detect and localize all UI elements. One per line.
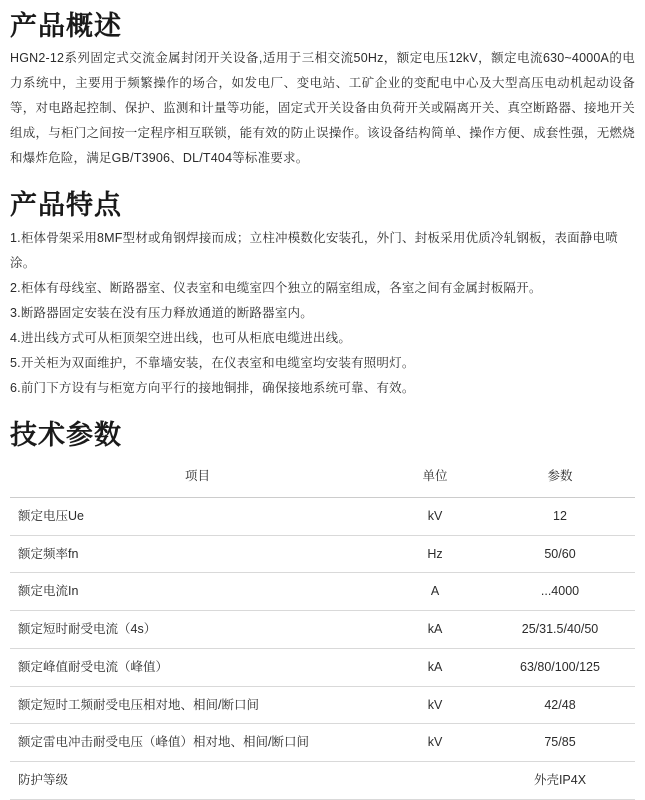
overview-paragraph: HGN2-12系列固定式交流金属封闭开关设备,适用于三相交流50Hz，额定电压12kV，额定电流630~4000A的电力系统中，主要用于频繁操作的场合，如发电厂、变电站、工矿企业的变配电中心及大型高压电动机起动设备等，对电路起控制、保护、监测和计量等功能，固定式开关设备由负荷开关或隔离开关、真空断路器、接地开关组成，与柜门之间按一定程序相互联锁，能有效的防止误操作。该设备结构简单、操作方便、成套性强，无燃烧和爆炸危险，满足GB/T3906、DL/T404等标准要求。: [10, 51, 635, 166]
features-section-title: 产品特点: [10, 190, 122, 221]
table-row: [10, 535, 635, 573]
spec-table-body: [10, 497, 635, 799]
list-item: 3.断路器固定安装在没有压力释放通道的断路器室内。: [10, 305, 313, 320]
spec-table-wrapper: [10, 457, 635, 800]
table-row: [10, 573, 635, 611]
cell-unit: kA: [385, 611, 485, 649]
spec-table-header: [10, 457, 635, 497]
cell-unit: [385, 762, 485, 800]
table-row: [10, 648, 635, 686]
cell-param: ...4000: [485, 573, 635, 611]
column-header-item: 项目: [10, 457, 385, 497]
cell-unit: kV: [385, 686, 485, 724]
features-list: [10, 226, 635, 401]
list-item: 5.开关柜为双面维护，不靠墙安装，在仪表室和电缆室均安装有照明灯。: [10, 355, 415, 370]
table-row: [10, 497, 635, 535]
cell-param: 50/60: [485, 535, 635, 573]
overview-section-title: 产品概述: [10, 11, 122, 41]
cell-item: 额定短时工频耐受电压相对地、相间/断口间: [10, 686, 385, 724]
list-item: 1.柜体骨架采用8MF型材或角钢焊接而成；立柱冲模数化安装孔，外门、封板采用优质冷轧钢板，表面静电喷涂。: [10, 230, 618, 270]
column-header-param: 参数: [485, 457, 635, 497]
cell-unit: Hz: [385, 535, 485, 573]
list-item: 6.前门下方设有与柜宽方向平行的接地铜排，确保接地系统可靠、有效。: [10, 380, 415, 395]
list-item: 2.柜体有母线室、断路器室、仪表室和电缆室四个独立的隔室组成，各室之间有金属封板隔开。: [10, 280, 542, 295]
cell-unit: A: [385, 573, 485, 611]
cell-unit: kV: [385, 497, 485, 535]
table-row: [10, 724, 635, 762]
cell-item: 防护等级: [10, 762, 385, 800]
table-row: [10, 686, 635, 724]
cell-item: 额定短时耐受电流（4s）: [10, 611, 385, 649]
cell-param: 42/48: [485, 686, 635, 724]
cell-param: 75/85: [485, 724, 635, 762]
cell-item: 额定雷电冲击耐受电压（峰值）相对地、相间/断口间: [10, 724, 385, 762]
column-header-unit: 单位: [385, 457, 485, 497]
spec-table: [10, 457, 635, 800]
list-item: 4.进出线方式可从柜顶架空进出线，也可从柜底电缆进出线。: [10, 330, 352, 345]
cell-unit: kV: [385, 724, 485, 762]
cell-item: 额定峰值耐受电流（峰值）: [10, 648, 385, 686]
cell-param: 外壳IP4X: [485, 762, 635, 800]
table-header-row: [10, 457, 635, 497]
cell-param: 12: [485, 497, 635, 535]
table-row: [10, 611, 635, 649]
cell-param: 63/80/100/125: [485, 648, 635, 686]
cell-item: 额定电流In: [10, 573, 385, 611]
cell-param: 25/31.5/40/50: [485, 611, 635, 649]
table-row: [10, 762, 635, 800]
cell-item: 额定频率fn: [10, 535, 385, 573]
cell-unit: kA: [385, 648, 485, 686]
specs-section-title: 技术参数: [10, 419, 122, 450]
cell-item: 额定电压Ue: [10, 497, 385, 535]
